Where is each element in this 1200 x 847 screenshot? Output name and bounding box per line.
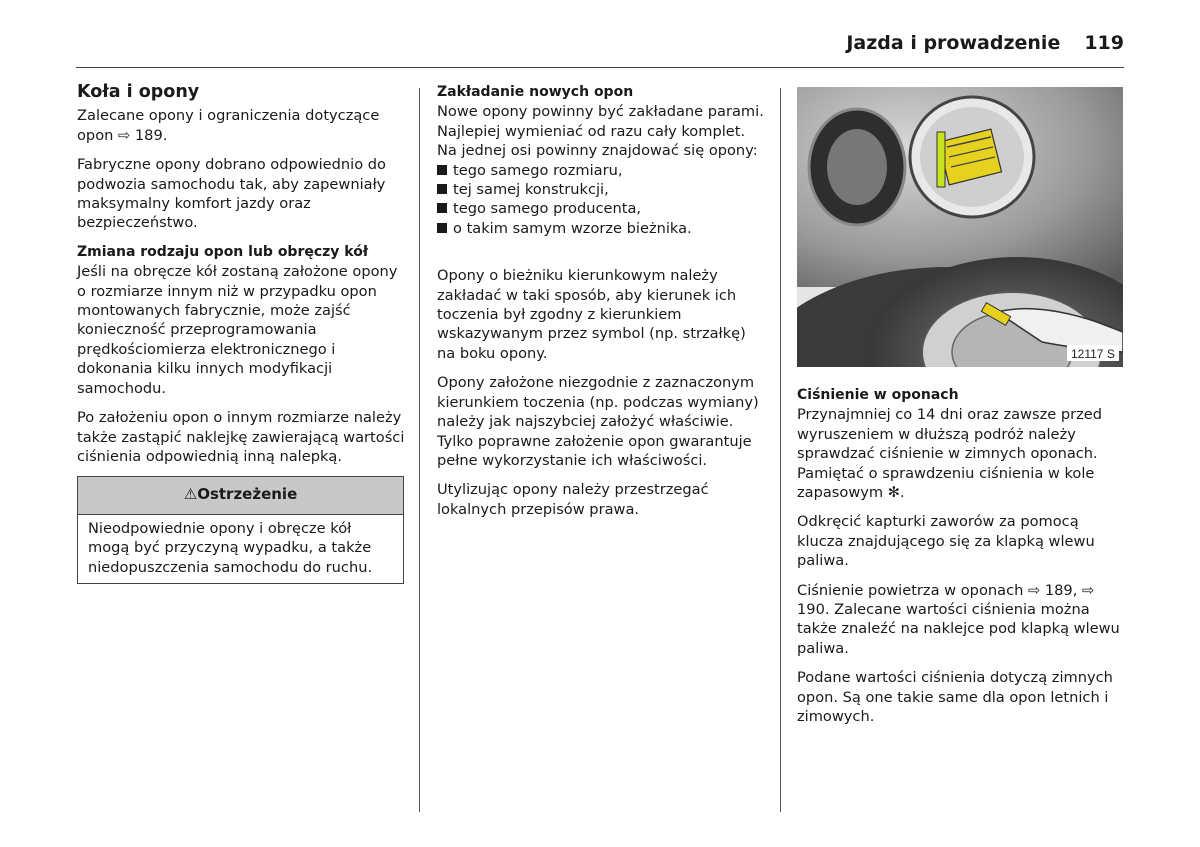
square-bullet-icon: [437, 184, 447, 194]
subheading: Zakładanie nowych opon: [437, 84, 634, 100]
section-title: Koła i opony: [77, 82, 200, 102]
column-2: [437, 83, 767, 529]
paragraph-text: Jeśli na obręcze kół zostaną założone opony o rozmiarze innym niż w przypadku opon montowanych fabrycznie, może zajść konieczność przeprogramowania prędkościomierza elektronicznego i dokonania kilku innych modyfikacji samochodu.: [77, 263, 398, 397]
list-item-text: o takim samym wzorze bieżnika.: [453, 219, 692, 237]
page-header: [524, 32, 1124, 54]
fuel-flap-tire-illustration: [797, 87, 1123, 367]
list-item: [437, 180, 767, 199]
paragraph: Utylizując opony należy przestrzegać lokalnych przepisów prawa.: [437, 481, 709, 518]
paragraph: [437, 83, 767, 238]
photo-code: 12117 S: [1071, 347, 1115, 361]
paragraph-text: Przynajmniej co 14 dni oraz zawsze przed wyruszeniem w dłuższą podróż należy sprawdzać ciśnienie w zimnych oponach. Pamiętać o sprawdzeniu ciśnienia w kole zapasowym ✻.: [797, 406, 1103, 502]
column-divider-1: [419, 88, 420, 812]
paragraph: Zalecane opony i ograniczenia dotyczące opon ⇨ 189.: [77, 107, 380, 144]
warning-text: Nieodpowiednie opony i obręcze kół mogą być przyczyną wypadku, a także niedopuszczenia samochodu do ruchu.: [88, 519, 373, 576]
paragraph: Po założeniu opon o innym rozmiarze należy także zastąpić naklejkę zawierającą wartości ciśnienia odpowiednią inną nalepką.: [77, 409, 405, 465]
warning-box: [77, 476, 404, 584]
column-divider-2: [780, 88, 781, 812]
page-number: 119: [1084, 32, 1124, 54]
header-title: Jazda i prowadzenie: [846, 32, 1061, 54]
list-item-text: tej samej konstrukcji,: [453, 181, 609, 199]
paragraph: Opony założone niezgodnie z zaznaczonym kierunkiem toczenia (np. podczas wymiany) należy jak najszybciej założyć właściwie. Tylko poprawne założenie opon gwarantuje pełne wykorzystanie ich właściwości.: [437, 374, 759, 469]
column-1: [77, 83, 407, 584]
warning-title: ⚠Ostrzeżenie: [78, 477, 403, 514]
paragraph: Fabryczne opony dobrano odpowiednio do podwozia samochodu tak, aby zapewniały maksymalny komfort jazdy oraz bezpieczeństwo.: [77, 156, 386, 232]
paragraph: [797, 386, 1127, 502]
square-bullet-icon: [437, 165, 447, 175]
paragraph: Podane wartości ciśnienia dotyczą zimnych opon. Są one takie same dla opon letnich i zimowych.: [797, 669, 1113, 726]
paragraph-text: Nowe opony powinny być zakładane parami. Najlepiej wymieniać od razu cały komplet. Na jednej osi powinny znajdować się opony:: [437, 103, 764, 160]
list-item: [437, 199, 767, 218]
column-3: [797, 386, 1127, 737]
paragraph: Odkręcić kapturki zaworów za pomocą klucza znajdującego się za klapką wlewu paliwa.: [797, 513, 1095, 570]
paragraph: [77, 243, 407, 398]
list-item: [437, 219, 767, 238]
subheading: Ciśnienie w oponach: [797, 387, 959, 403]
subheading: Zmiana rodzaju opon lub obręczy kół: [77, 243, 369, 260]
square-bullet-icon: [437, 223, 447, 233]
list-item: [437, 161, 767, 180]
paragraph: Ciśnienie powietrza w oponach ⇨ 189, ⇨ 190. Zalecane wartości ciśnienia można także znaleźć na naklejce pod klapką wlewu paliwa.: [797, 581, 1120, 657]
list-item-text: tego samego producenta,: [453, 200, 642, 218]
header-rule: [76, 67, 1124, 68]
square-bullet-icon: [437, 203, 447, 213]
list-item-text: tego samego rozmiaru,: [453, 161, 623, 179]
paragraph: Opony o bieżniku kierunkowym należy zakładać w taki sposób, aby kierunek ich toczenia był zgodny z kierunkiem wskazywanym przez symbol (np. strzałkę) na boku opony.: [437, 267, 746, 362]
